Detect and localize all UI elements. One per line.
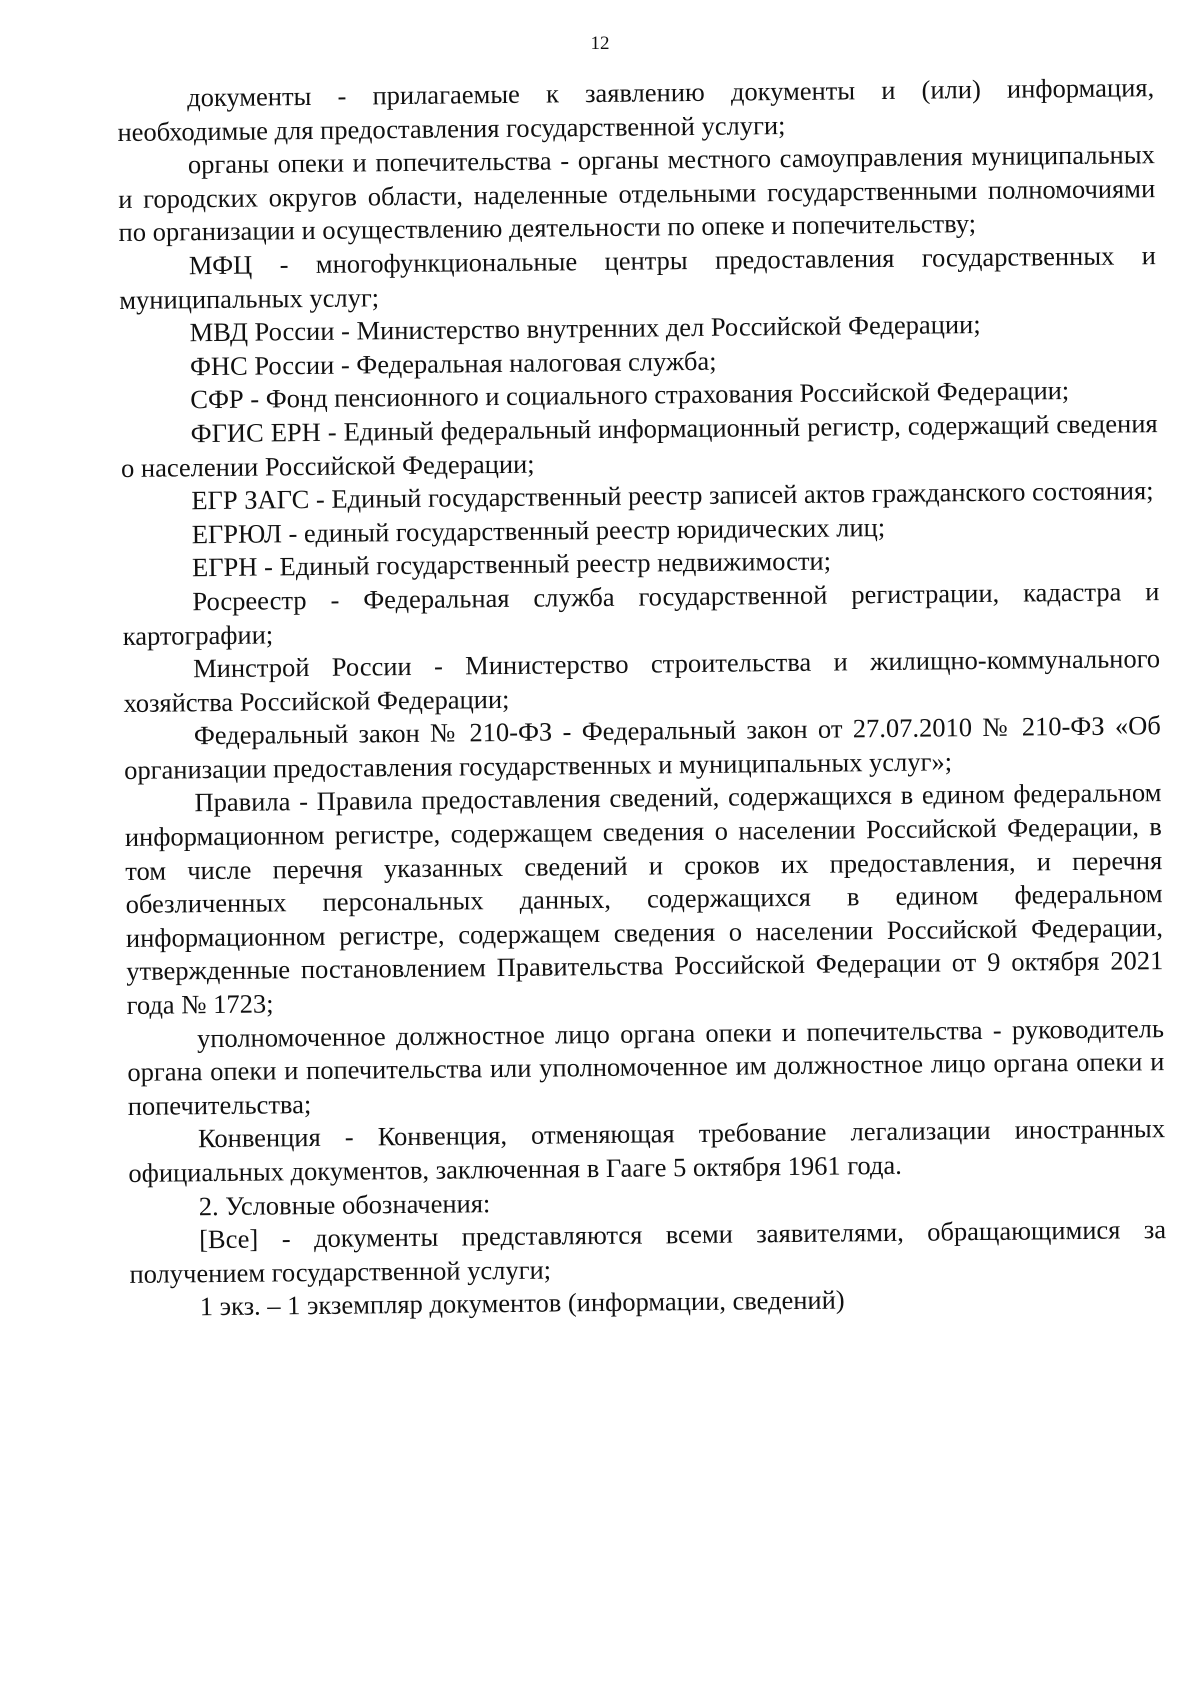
definition-federal-law-210: Федеральный закон № 210-ФЗ - Федеральный закон от 27.07.2010 № 210-ФЗ «Об организации предоставления государственных и муниципальных услуг»; <box>124 710 1161 785</box>
definition-egr-zags: ЕГР ЗАГС - Единый государственный реестр записей актов гражданского состояния; <box>191 475 1154 516</box>
section-heading-symbols: 2. Условные обозначения: <box>198 1187 491 1221</box>
definition-minstroy: Минстрой России - Министерство строительства и жилищно-коммунального хозяйства Российской Федерации; <box>123 643 1161 718</box>
definition-convention: Конвенция - Конвенция, отменяющая требование легализации иностранных официальных документов, заключенная в Гааге 5 октября 1961 года. <box>128 1113 1166 1188</box>
symbol-all: [Все] - документы представляются всеми заявителями, обращающимися за получением государственной услуги; <box>129 1214 1167 1289</box>
page-number: 12 <box>590 33 610 54</box>
definition-authorized-official: уполномоченное должностное лицо органа опеки и попечительства - руководитель органа опеки и попечительства или уполномоченное им должностное лицо органа опеки и попечительства; <box>127 1012 1165 1121</box>
definition-rosreestr: Росреестр - Федеральная служба государственной регистрации, кадастра и картографии; <box>122 576 1160 651</box>
definition-sfr: СФР - Фонд пенсионного и социального страхования Российской Федерации; <box>190 375 1070 415</box>
definition-documents: документы - прилагаемые к заявлению документы и (или) информация, необходимые для предоставления государственной услуги; <box>117 72 1155 147</box>
definition-egrn: ЕГРН - Единый государственный реестр недвижимости; <box>191 545 832 583</box>
definition-fgis-ern: ФГИС ЕРН - Единый федеральный информационный регистр, содержащий сведения о населении Российской Федерации; <box>120 408 1158 483</box>
document-body <box>117 71 1167 1325</box>
definition-mfc: МФЦ - многофункциональные центры предоставления государственных и муниципальных услуг; <box>119 240 1157 315</box>
symbol-copies: 1 экз. – 1 экземпляр документов (информации, сведений) <box>199 1284 845 1322</box>
definition-egrul: ЕГРЮЛ - единый государственный реестр юридических лиц; <box>191 511 886 549</box>
definition-fns: ФНС России - Федеральная налоговая служба; <box>189 345 717 382</box>
definition-mvd: МВД России - Министерство внутренних дел Российской Федерации; <box>189 309 981 348</box>
definition-guardianship-bodies: органы опеки и попечительства - органы местного самоуправления муниципальных и городских округов области, наделенные отдельными государственными полномочиями по организации и осуществлению деятельности по опеке и попечительству; <box>118 139 1156 248</box>
definition-rules: Правила - Правила предоставления сведений, содержащихся в едином федеральном информационном регистре, содержащем сведения о населении Российской Федерации, в том числе перечня указанных сведений и сроков их предоставления, и перечня обезличенных персональных данных, содержащихся в едином федеральном информационном регистре, содержащем сведения о населении Российской Федерации, утвержденные постановлением Правительства Российской Федерации от 9 октября 2021 года № 1723; <box>124 777 1164 1020</box>
